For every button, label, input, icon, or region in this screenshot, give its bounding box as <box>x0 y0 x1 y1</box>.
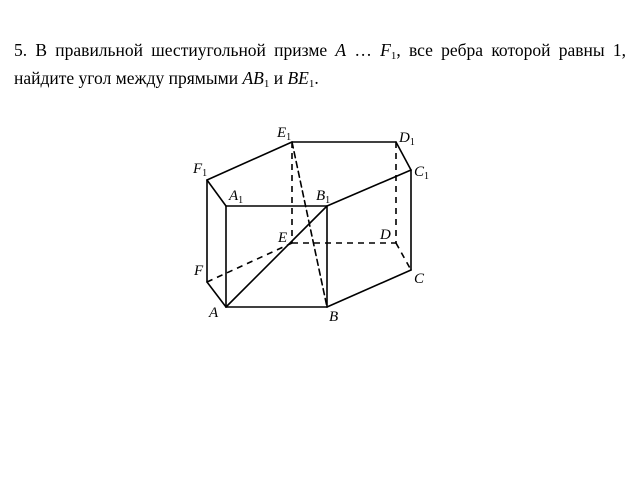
label-d1: $D_1$ <box>399 130 415 148</box>
label-f1: $F_1$ <box>193 161 208 179</box>
label-c: C <box>414 271 425 287</box>
edge-c1d1 <box>396 142 411 170</box>
hidden-edge-dc <box>396 243 411 270</box>
label-e: E <box>278 230 288 246</box>
label-a: A <box>209 305 219 321</box>
edge-fa <box>207 282 226 307</box>
label-f: F <box>194 263 204 279</box>
label-b: B <box>329 309 339 325</box>
hidden-edge-fe <box>207 243 292 282</box>
edge-b1c1 <box>327 170 411 206</box>
label-d: D <box>380 227 391 243</box>
label-c1: $C_1$ <box>414 164 430 182</box>
line-ab1 <box>226 206 327 307</box>
label-b1: $B_1$ <box>316 188 331 206</box>
edge-e1f1 <box>207 142 292 180</box>
edge-f1a1 <box>207 180 226 206</box>
edge-bc <box>327 270 411 307</box>
problem-number: 5. <box>14 40 28 60</box>
label-e1: $E_1$ <box>277 125 292 143</box>
problem-statement: 5. В правильной шестиугольной призме A … $F_1$, все ребра которой равны 1, найдите угол между прямыми $AB_1$ и $BE_1$. <box>14 40 627 90</box>
label-a1: $A_1$ <box>229 188 244 206</box>
line-be1 <box>292 142 327 307</box>
